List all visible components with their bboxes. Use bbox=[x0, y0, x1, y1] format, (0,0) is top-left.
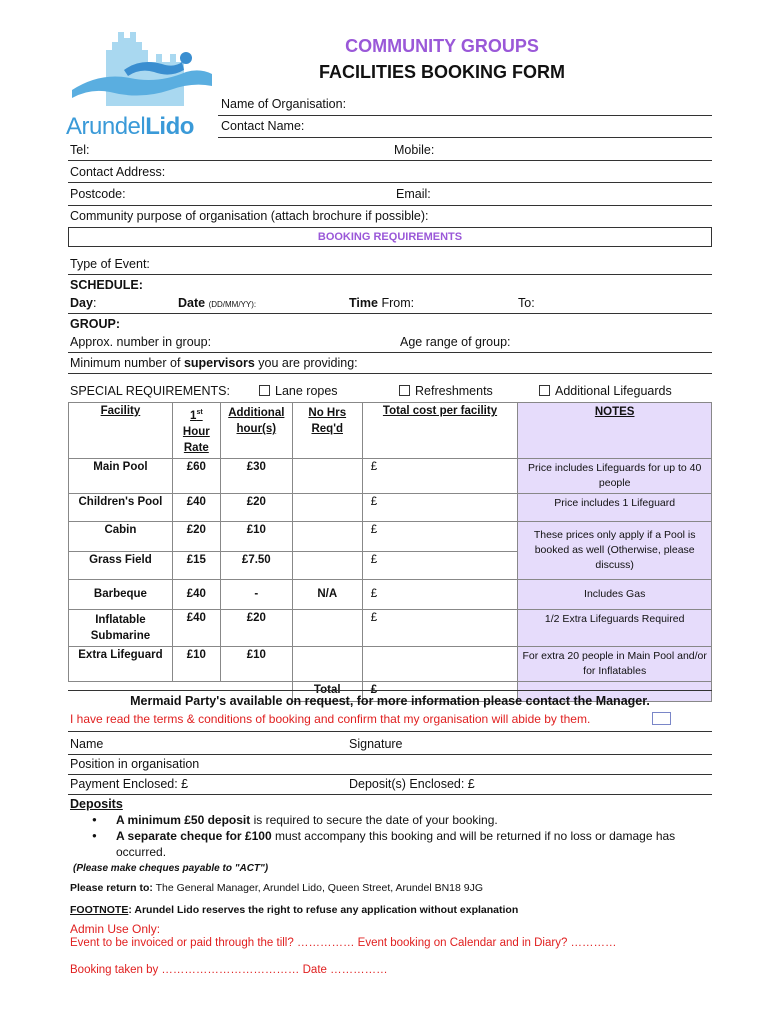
schedule-line[interactable] bbox=[68, 313, 712, 314]
row-notes: 1/2 Extra Lifeguards Required bbox=[518, 609, 712, 646]
date-label bbox=[178, 296, 256, 310]
tel-line[interactable] bbox=[68, 160, 712, 161]
deposits-list bbox=[92, 812, 712, 860]
deposit-item1-bold: A minimum £50 deposit bbox=[116, 813, 251, 827]
payment-label: Payment Enclosed: £ bbox=[70, 777, 189, 791]
row-first-hour: £40 bbox=[172, 493, 220, 521]
admin-line2: Booking taken by ……………………………… Date …………… bbox=[70, 964, 388, 976]
additional-lifeguards-text: Additional Lifeguards bbox=[555, 384, 672, 398]
group-line[interactable] bbox=[68, 352, 712, 353]
position-line[interactable] bbox=[68, 774, 712, 775]
group-label: GROUP: bbox=[70, 317, 120, 331]
additional-lifeguards-checkbox[interactable] bbox=[539, 385, 550, 396]
mermaid-top-line bbox=[68, 690, 712, 691]
row-additional: £7.50 bbox=[220, 551, 292, 579]
total-label: Total bbox=[292, 681, 362, 701]
lane-ropes-option[interactable] bbox=[259, 384, 338, 398]
row-facility: Grass Field bbox=[69, 551, 173, 579]
min-supervisors-b: supervisors bbox=[183, 356, 255, 370]
row-additional: - bbox=[220, 579, 292, 609]
col-first-hour-b: Hour bbox=[182, 425, 210, 438]
logo-text-lido: Lido bbox=[145, 113, 194, 140]
logo-text bbox=[66, 113, 216, 141]
col-first-hour-num: 1 bbox=[190, 409, 197, 422]
admin-title: Admin Use Only: bbox=[70, 922, 161, 936]
row-additional: £20 bbox=[220, 493, 292, 521]
col-notes: NOTES bbox=[518, 403, 712, 459]
row-first-hour: £40 bbox=[172, 609, 220, 646]
row-cost[interactable]: £ bbox=[362, 551, 518, 579]
min-supervisors-label bbox=[70, 356, 358, 370]
name-line[interactable] bbox=[68, 754, 712, 755]
deposit-item2-bold: A separate cheque for £100 bbox=[116, 829, 272, 843]
table-row bbox=[69, 493, 712, 521]
row-additional: £20 bbox=[220, 609, 292, 646]
purpose-label: Community purpose of organisation (attach brochure if possible): bbox=[70, 209, 429, 223]
row-additional: £30 bbox=[220, 458, 292, 493]
list-item bbox=[92, 828, 712, 860]
row-facility: Extra Lifeguard bbox=[69, 646, 173, 681]
row-notes: Price includes Lifeguards for up to 40 people bbox=[518, 458, 712, 493]
row-notes: These prices only apply if a Pool is booked as well (Otherwise, please discuss) bbox=[518, 521, 712, 579]
table-row bbox=[69, 458, 712, 493]
list-item bbox=[92, 812, 712, 828]
table-header-row bbox=[69, 403, 712, 459]
min-supervisors-line[interactable] bbox=[68, 373, 712, 374]
refreshments-option[interactable] bbox=[399, 384, 493, 398]
additional-lifeguards-option[interactable] bbox=[539, 384, 672, 398]
total-value[interactable]: £ bbox=[362, 681, 518, 701]
row-facility: Barbeque bbox=[69, 579, 173, 609]
address-label: Contact Address: bbox=[70, 165, 166, 179]
date-label-text: Date bbox=[178, 296, 206, 310]
header-form-title: FACILITIES BOOKING FORM bbox=[319, 62, 565, 82]
return-label: Please return to: bbox=[70, 882, 153, 894]
table-row bbox=[69, 646, 712, 681]
row-cost[interactable]: £ bbox=[362, 609, 518, 646]
position-label: Position in organisation bbox=[70, 757, 200, 771]
table-row bbox=[69, 579, 712, 609]
row-first-hour: £20 bbox=[172, 521, 220, 551]
col-additional-b: hour(s) bbox=[236, 423, 277, 435]
schedule-label: SCHEDULE: bbox=[70, 278, 143, 292]
row-cost[interactable]: £ bbox=[362, 579, 518, 609]
terms-line bbox=[68, 731, 712, 732]
day-label-colon: : bbox=[92, 296, 97, 310]
row-first-hour: £40 bbox=[172, 579, 220, 609]
col-no-hrs-b: Req'd bbox=[311, 423, 343, 435]
facility-table bbox=[68, 402, 712, 702]
time-label bbox=[349, 296, 414, 310]
row-no-hrs[interactable] bbox=[292, 521, 362, 551]
footnote-label: FOOTNOTE bbox=[70, 904, 129, 916]
mermaid-notice: Mermaid Party's available on request, for more information please contact the Manager. bbox=[130, 694, 650, 708]
footnote bbox=[70, 904, 518, 916]
special-requirements-label: SPECIAL REQUIREMENTS: bbox=[70, 384, 230, 398]
approx-number-label: Approx. number in group: bbox=[70, 335, 212, 349]
booking-requirements-box bbox=[68, 227, 712, 247]
table-row bbox=[69, 521, 712, 551]
row-notes: Price includes 1 Lifeguard bbox=[518, 493, 712, 521]
contact-name-line[interactable] bbox=[218, 137, 712, 138]
col-additional-a: Additional bbox=[228, 407, 285, 419]
booking-requirements-title: BOOKING REQUIREMENTS bbox=[317, 231, 463, 243]
cheques-note: (Please make cheques payable to "ACT") bbox=[73, 863, 269, 874]
lane-ropes-text: Lane ropes bbox=[275, 384, 338, 398]
return-address bbox=[70, 882, 483, 894]
col-first-hour bbox=[172, 403, 220, 459]
row-no-hrs[interactable] bbox=[292, 493, 362, 521]
row-cost[interactable]: £ bbox=[362, 521, 518, 551]
signature-label: Signature bbox=[349, 737, 403, 751]
table-row bbox=[69, 609, 712, 646]
date-format: (DD/MM/YY): bbox=[208, 300, 257, 309]
row-facility: Children's Pool bbox=[69, 493, 173, 521]
header-community-groups: COMMUNITY GROUPS bbox=[345, 36, 539, 56]
org-name-label: Name of Organisation: bbox=[221, 97, 347, 111]
postcode-label: Postcode: bbox=[70, 187, 126, 201]
col-first-hour-c: Rate bbox=[183, 441, 209, 454]
row-no-hrs[interactable] bbox=[292, 458, 362, 493]
row-cost[interactable] bbox=[362, 646, 518, 681]
row-cost[interactable]: £ bbox=[362, 493, 518, 521]
col-no-hrs bbox=[292, 403, 362, 459]
col-additional bbox=[220, 403, 292, 459]
footnote-text: : Arundel Lido reserves the right to refuse any application without explanation bbox=[128, 904, 519, 916]
row-first-hour: £60 bbox=[172, 458, 220, 493]
row-facility: Cabin bbox=[69, 521, 173, 551]
logo-text-arundel: Arundel bbox=[66, 113, 146, 140]
time-from-label: From: bbox=[381, 296, 415, 310]
min-supervisors-a: Minimum number of bbox=[70, 356, 184, 370]
name-label: Name bbox=[70, 737, 104, 751]
payment-line[interactable] bbox=[68, 794, 712, 795]
refreshments-checkbox[interactable] bbox=[399, 385, 410, 396]
row-additional: £10 bbox=[220, 646, 292, 681]
row-facility: Main Pool bbox=[69, 458, 173, 493]
row-no-hrs: N/A bbox=[292, 579, 362, 609]
row-notes: Includes Gas bbox=[518, 579, 712, 609]
deposit-item2-text: must accompany this booking and will be returned if no loss or damage has occurred. bbox=[116, 829, 676, 859]
row-no-hrs[interactable] bbox=[292, 551, 362, 579]
event-type-line[interactable] bbox=[68, 274, 712, 275]
row-no-hrs[interactable] bbox=[292, 646, 362, 681]
time-label-text: Time bbox=[349, 296, 378, 310]
col-no-hrs-a: No Hrs bbox=[308, 407, 347, 419]
age-range-label: Age range of group: bbox=[400, 335, 511, 349]
row-facility: Inflatable Submarine bbox=[69, 609, 173, 646]
deposit-item1-text: is required to secure the date of your booking. bbox=[250, 813, 498, 827]
event-type-label: Type of Event: bbox=[70, 257, 150, 271]
time-to-label: To: bbox=[518, 296, 535, 310]
refreshments-text: Refreshments bbox=[415, 384, 493, 398]
col-total: Total cost per facility bbox=[362, 403, 518, 459]
row-notes: For extra 20 people in Main Pool and/or for Inflatables bbox=[518, 646, 712, 681]
admin-line1: Event to be invoiced or paid through the till? …………… Event booking on Calendar and in Diary? ………… bbox=[70, 937, 617, 949]
mobile-label: Mobile: bbox=[394, 143, 435, 157]
deposit-label: Deposit(s) Enclosed: £ bbox=[349, 777, 475, 791]
castle-swimmer-icon bbox=[66, 28, 216, 108]
address-line[interactable] bbox=[68, 182, 712, 183]
org-name-line[interactable] bbox=[218, 115, 712, 116]
tel-label: Tel: bbox=[70, 143, 90, 157]
col-first-hour-sup: st bbox=[196, 409, 203, 416]
min-supervisors-c: you are providing: bbox=[254, 356, 358, 370]
lane-ropes-checkbox[interactable] bbox=[259, 385, 270, 396]
terms-statement: I have read the terms & conditions of booking and confirm that my organisation will abide by them. bbox=[70, 712, 591, 726]
day-label-text: Day bbox=[70, 296, 93, 310]
arundel-lido-logo bbox=[66, 28, 216, 140]
return-address-text: The General Manager, Arundel Lido, Queen Street, Arundel BN18 9JG bbox=[152, 882, 484, 894]
terms-checkbox[interactable] bbox=[652, 712, 671, 725]
deposits-title: Deposits bbox=[70, 797, 123, 811]
col-facility: Facility bbox=[69, 403, 173, 459]
row-first-hour: £10 bbox=[172, 646, 220, 681]
row-additional: £10 bbox=[220, 521, 292, 551]
day-label bbox=[70, 296, 96, 310]
row-first-hour: £15 bbox=[172, 551, 220, 579]
row-no-hrs[interactable] bbox=[292, 609, 362, 646]
postcode-line[interactable] bbox=[68, 205, 712, 206]
row-cost[interactable]: £ bbox=[362, 458, 518, 493]
email-label: Email: bbox=[396, 187, 431, 201]
contact-name-label: Contact Name: bbox=[221, 119, 305, 133]
